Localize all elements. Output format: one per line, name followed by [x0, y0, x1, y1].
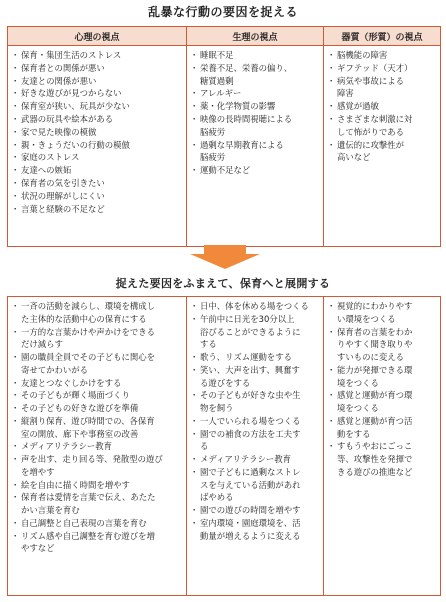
- list-item: ・ 状況の理解がしにくい: [13, 190, 183, 203]
- list-item: ・ その子どもの好きな遊びを準備: [13, 402, 183, 415]
- down-arrow-icon: [190, 245, 260, 269]
- list-item: ・ 保育者の気を引きたい: [13, 177, 183, 190]
- list-item: ・ 保育・集団生活のストレス: [13, 49, 183, 62]
- list-item: ・ 午前中に日光を30分以上 浴びることができるように する: [192, 313, 320, 351]
- list-item: ・ 脳機能の障害: [329, 49, 437, 62]
- list-item: ・ メディアリテラシー教育: [13, 440, 183, 453]
- list-item: ・ 室内環境・園庭環境を、活 動量が増えるように変える: [192, 517, 320, 543]
- practice-column-1: [8, 297, 187, 596]
- header-psychology: 心理の視点: [8, 27, 187, 46]
- list-item: ・ 運動不足など: [192, 164, 320, 177]
- causes-body-row: [8, 46, 441, 247]
- list-item: ・ 感覚と運動が育つ環 境をつくる: [329, 389, 437, 415]
- practice-body-row: [8, 297, 441, 596]
- list-item: ・ 保育者の言葉をわか りやすく聞き取りや すいものに変える: [329, 326, 437, 364]
- list-item: ・ 映像の長時間視聴による 脳疲労: [192, 113, 320, 139]
- header-organic: 器質（形質）の視点: [324, 27, 441, 46]
- list-item: ・ 声を出す、走り回る等、発散型の遊び を増やす: [13, 453, 183, 479]
- page-title: 乱暴な行動の要因を捉える: [147, 5, 298, 19]
- list-item: ・ 保育室が狭い、玩具が少ない: [13, 100, 183, 113]
- list-item: ・ リズム感や自己調整を育む遊びを増 やすなど: [13, 530, 183, 556]
- practice-list-1: [8, 297, 186, 557]
- list-item: ・ 視覚的にわかりやす い環境をつくる: [329, 300, 437, 326]
- list-item: ・ 友達との関係が悪い: [13, 75, 183, 88]
- organic-column: [324, 46, 441, 247]
- list-item: ・ 歌う、リズム運動をする: [192, 351, 320, 364]
- practice-column-3: [324, 297, 441, 596]
- list-item: ・ 親・きょうだいの行動の模倣: [13, 139, 183, 152]
- list-item: ・ 能力が発揮できる環 境をつくる: [329, 364, 437, 390]
- list-item: ・ 日中、体を休める場をつくる: [192, 300, 320, 313]
- organic-list: [324, 46, 440, 166]
- practice-list-2: [187, 297, 323, 544]
- list-item: ・ 自己調整と自己表現の言葉を育む: [13, 517, 183, 530]
- list-item: ・ アレルギー: [192, 87, 320, 100]
- list-item: ・ 家庭のストレス: [13, 151, 183, 164]
- list-item: ・ すもうやおにごっこ 等、攻撃性を発揮で きる遊びの推進など: [329, 440, 437, 478]
- list-item: ・ 保育者との関係が悪い: [13, 62, 183, 75]
- list-item: ・ 家で見た映像の模倣: [13, 126, 183, 139]
- list-item: ・ 遺伝的に攻撃性が 高いなど: [329, 139, 437, 165]
- psychology-list: [8, 46, 186, 217]
- list-item: ・ 友達とつなぐしかけをする: [13, 377, 183, 390]
- list-item: ・ メディアリテラシー教育: [192, 453, 320, 466]
- list-item: ・ 園で子どもに過剰なストレ スを与えている活動があれ ばやめる: [192, 466, 320, 504]
- section-subtitle: 捉えた要因をふまえて、保育へと展開する: [115, 277, 331, 290]
- list-item: ・ 感覚と運動が育つ活 動をする: [329, 415, 437, 441]
- list-item: ・ 睡眠不足: [192, 49, 320, 62]
- list-item: ・ 言葉と経験の不足など: [13, 203, 183, 216]
- list-item: ・ 好きな遊びが見つからない: [13, 87, 183, 100]
- list-item: ・ 栄養不足、栄養の偏り、 糖質過剰: [192, 62, 320, 88]
- practice-column-2: [187, 297, 324, 596]
- list-item: ・ 縦割り保育、遊び時間での、各保育 室の開放、廊下や事務室の改善: [13, 415, 183, 441]
- list-item: ・ さまざまな刺激に対 して怖がりである: [329, 113, 437, 139]
- list-item: ・ 友達への嫉妬: [13, 164, 183, 177]
- causes-table: [7, 26, 441, 247]
- list-item: ・ その子どもが輝く場面づくり: [13, 389, 183, 402]
- physiology-list: [187, 46, 323, 179]
- list-item: ・ 病気や事故による 障害: [329, 75, 437, 101]
- list-item: ・ 過剰な早期教育による 脳疲労: [192, 139, 320, 165]
- list-item: ・ 園での遊びの時間を増やす: [192, 504, 320, 517]
- list-item: ・ 一方的な言葉かけや声かけをできる だけ減らす: [13, 326, 183, 352]
- practice-table: [7, 296, 441, 596]
- list-item: ・ 保育者は愛情を言葉で伝え、あたた かい言葉を育む: [13, 491, 183, 517]
- list-item: ・ 一人でいられる場をつくる: [192, 415, 320, 428]
- list-item: ・ 園での補食の方法を工夫す る: [192, 428, 320, 454]
- list-item: ・ ギフテッド（天才）: [329, 62, 437, 75]
- physiology-column: [187, 46, 324, 247]
- list-item: ・ 一斉の活動を減らし、環境を構成し た主体的な活動中心の保育にする: [13, 300, 183, 326]
- psychology-column: [8, 46, 187, 247]
- causes-header-row: [8, 27, 441, 46]
- list-item: ・ 絵を自由に描く時間を増やす: [13, 479, 183, 492]
- list-item: ・ 感覚が過敏: [329, 100, 437, 113]
- list-item: ・ 武器の玩具や絵本がある: [13, 113, 183, 126]
- header-physiology: 生理の視点: [187, 27, 324, 46]
- list-item: ・ 笑い、大声を出す、興奮す る遊びをする: [192, 364, 320, 390]
- list-item: ・ その子どもが好きな虫や生 物を飼う: [192, 389, 320, 415]
- list-item: ・ 園の職員全員でその子どもに関心を 寄せてかわいがる: [13, 351, 183, 377]
- practice-list-3: [324, 297, 440, 481]
- list-item: ・ 薬・化学物質の影響: [192, 100, 320, 113]
